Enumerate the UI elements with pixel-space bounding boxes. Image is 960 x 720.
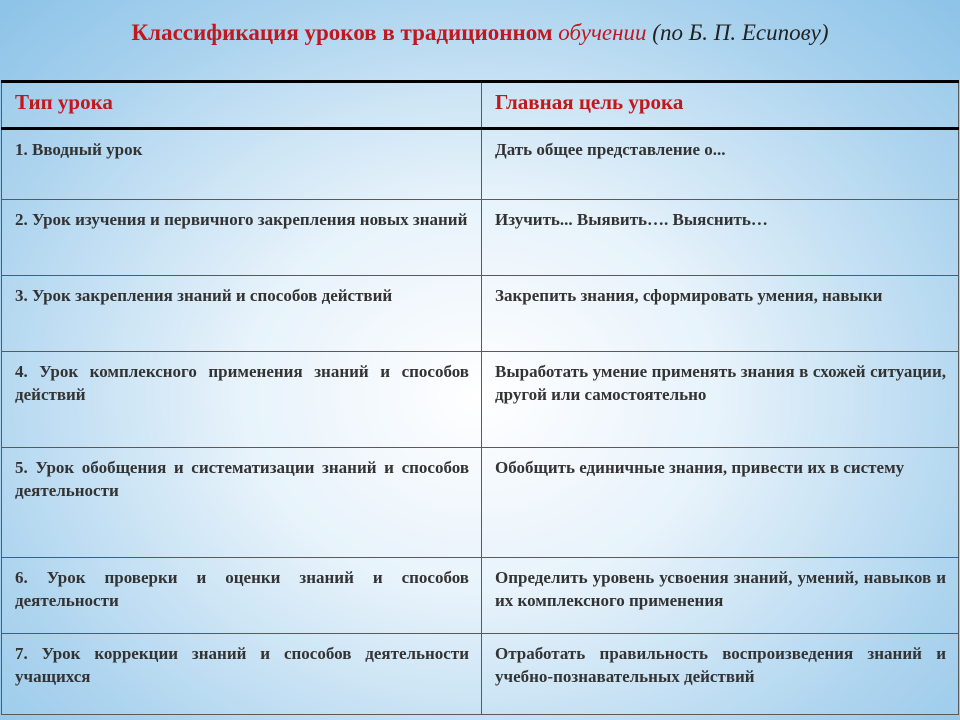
lesson-goal-cell: Изучить... Выявить…. Выяснить… [482, 200, 959, 276]
title-main: Классификация уроков в традиционном [131, 20, 559, 45]
table-row [2, 352, 959, 448]
lesson-goal-cell: Обобщить единичные знания, привести их в систему [482, 448, 959, 558]
slide-title [0, 20, 960, 46]
lesson-type-cell: 2. Урок изучения и первичного закрепления новых знаний [2, 200, 482, 276]
lesson-type-cell: 5. Урок обобщения и систематизации знаний и способов деятельности [2, 448, 482, 558]
lesson-type-cell: 3. Урок закрепления знаний и способов действий [2, 276, 482, 352]
lesson-type-cell: 1. Вводный урок [2, 129, 482, 200]
table-row [2, 558, 959, 634]
title-italic: обучении [558, 20, 647, 45]
table-row [2, 129, 959, 200]
lesson-type-cell: 4. Урок комплексного применения знаний и способов действий [2, 352, 482, 448]
lesson-goal-cell: Определить уровень усвоения знаний, умений, навыков и их комплексного применения [482, 558, 959, 634]
lesson-goal-cell: Отработать правильность воспроизведения знаний и учебно-познавательных действий [482, 634, 959, 715]
table-row [2, 200, 959, 276]
lesson-goal-cell: Дать общее представление о... [482, 129, 959, 200]
lesson-type-cell: 7. Урок коррекции знаний и способов деятельности учащихся [2, 634, 482, 715]
table-row [2, 276, 959, 352]
lesson-type-cell: 6. Урок проверки и оценки знаний и способов деятельности [2, 558, 482, 634]
lesson-classification-table [1, 80, 959, 715]
title-author: (по Б. П. Есипову) [646, 20, 829, 45]
table-row [2, 634, 959, 715]
table-header-row [2, 82, 959, 129]
table-row [2, 448, 959, 558]
header-lesson-type: Тип урока [2, 82, 482, 129]
lesson-goal-cell: Закрепить знания, сформировать умения, навыки [482, 276, 959, 352]
header-main-goal: Главная цель урока [482, 82, 959, 129]
lesson-goal-cell: Выработать умение применять знания в схожей ситуации, другой или самостоятельно [482, 352, 959, 448]
